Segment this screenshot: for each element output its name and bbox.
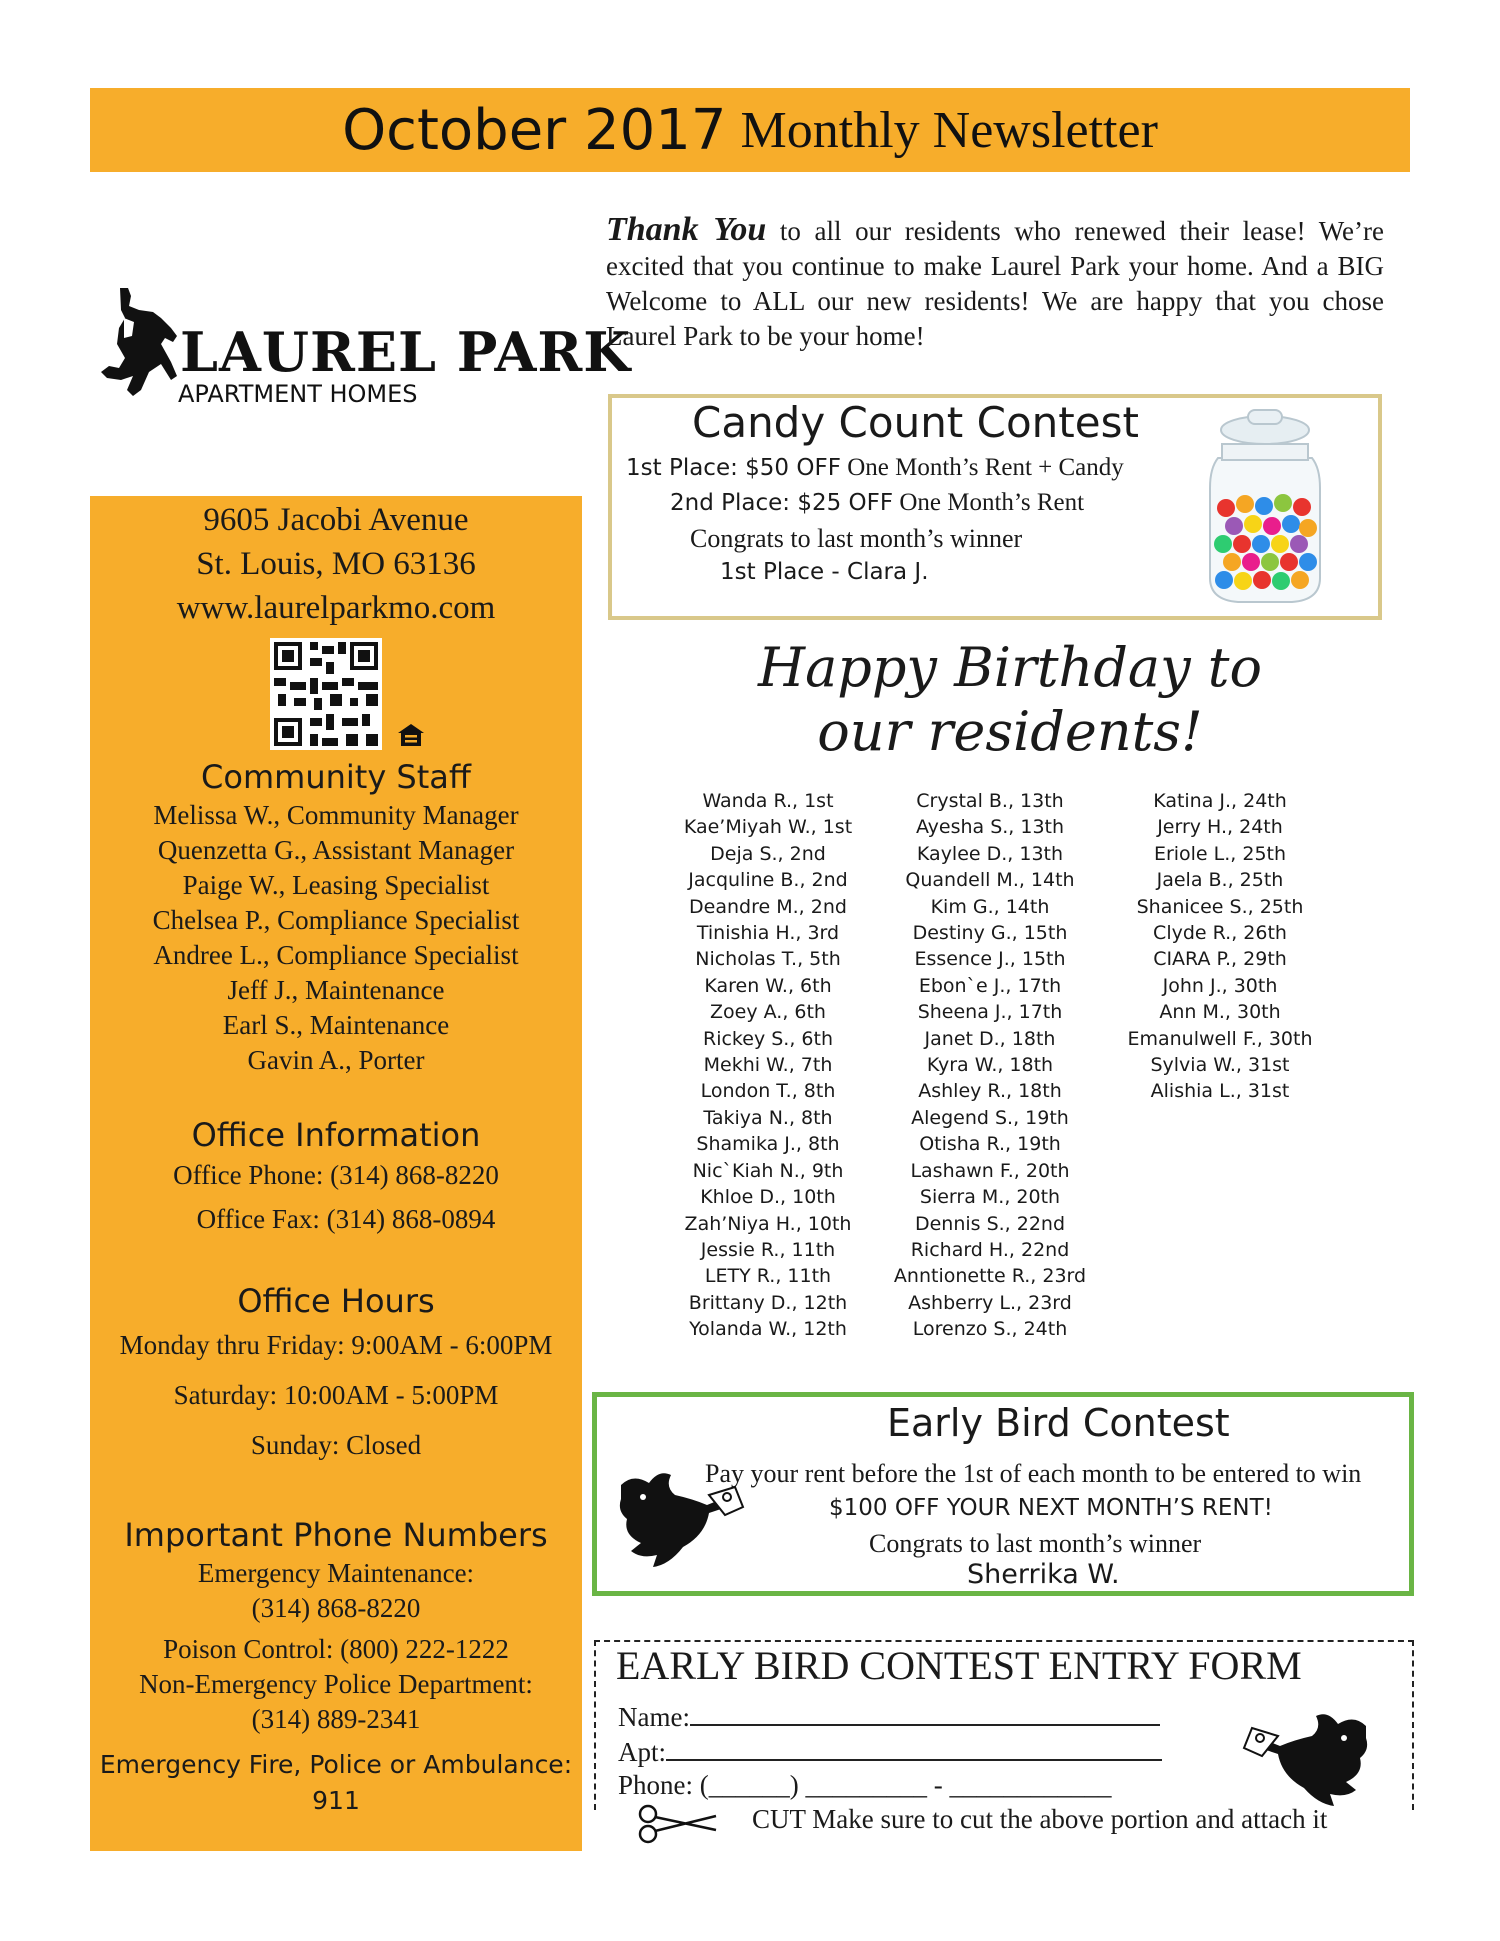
bird-with-key-icon [1216, 1698, 1376, 1808]
apt-field[interactable] [618, 1735, 1162, 1768]
info-sidebar [90, 496, 582, 1851]
birthday-entry: Kae’Miyah W., 1st [683, 816, 853, 839]
birthday-entry: Kim G., 14th [930, 895, 1050, 918]
staff-heading: Community Staff [201, 758, 471, 796]
staff-member: Earl S., Maintenance [222, 1010, 450, 1040]
birthday-title-line2: our residents! [817, 700, 1203, 763]
logo-subtitle: APARTMENT HOMES [178, 380, 418, 408]
police-label: Non-Emergency Police Department: [139, 1669, 533, 1699]
birthday-entry: Emanulwell F., 30th [1127, 1027, 1313, 1050]
police-number: (314) 889-2341 [251, 1704, 421, 1734]
birthday-entry: Katina J., 24th [1153, 790, 1287, 812]
equal-housing-icon [396, 722, 426, 748]
birthday-entry: Yolanda W., 12th [689, 1318, 847, 1341]
birthday-entry: Lashawn F., 20th [910, 1159, 1070, 1182]
office-phone: Office Phone: (314) 868-8220 [173, 1160, 499, 1190]
candy-winner: 1st Place - Clara J. [720, 559, 929, 585]
street-address: 9605 Jacobi Avenue [203, 502, 469, 538]
birthday-entry: Jacquline B., 2nd [688, 869, 848, 892]
early-bird-rule: Pay your rent before the 1st of each month to be entered to win [705, 1459, 1362, 1488]
birthday-entry: Dennis S., 22nd [914, 1212, 1066, 1235]
name-input-line[interactable] [690, 1700, 1160, 1726]
birthday-entry: Alegend S., 19th [911, 1106, 1069, 1129]
birthday-entry: Sheena J., 17th [917, 1001, 1063, 1024]
birthday-title-line1: Happy Birthday to [758, 636, 1262, 699]
header-date: October 2017 [342, 97, 727, 163]
horse-rider-icon [90, 282, 190, 400]
birthday-entry: Deja S., 2nd [710, 842, 826, 865]
candy-title: Candy Count Contest [692, 398, 1139, 447]
office-info-heading: Office Information [191, 1116, 481, 1154]
birthday-entry: Brittany D., 12th [688, 1291, 848, 1314]
birthday-entry: Janet D., 18th [924, 1027, 1056, 1050]
birthday-entry: Nicholas T., 5th [695, 948, 841, 971]
birthday-entry: Ashberry L., 23rd [908, 1291, 1072, 1314]
candy-contest-box [608, 394, 1382, 620]
phone-numbers-heading: Important Phone Numbers [124, 1516, 548, 1554]
staff-member: Gavin A., Porter [247, 1045, 425, 1075]
birthday-entry: Alishia L., 31st [1150, 1080, 1290, 1103]
birthday-entry: Nic`Kiah N., 9th [692, 1159, 844, 1182]
birthday-column-2 [870, 788, 1110, 1343]
birthday-entry: Khloe D., 10th [700, 1186, 836, 1209]
birthday-entry: Eriole L., 25th [1153, 842, 1287, 865]
birthday-entry: Ayesha S., 13th [915, 816, 1065, 839]
birthday-entry: Ebon`e J., 17th [918, 974, 1062, 997]
birthday-entry: Kyra W., 18th [926, 1054, 1054, 1077]
birthday-entry: Zoey A., 6th [710, 1001, 826, 1024]
emergency-maintenance-number: (314) 868-8220 [251, 1593, 421, 1623]
birthday-entry: LETY R., 11th [704, 1265, 832, 1288]
birthday-entry: Wanda R., 1st [702, 790, 834, 812]
emergency-fire-label: Emergency Fire, Police or Ambulance: [99, 1750, 573, 1779]
birthday-entry: Takiya N., 8th [703, 1106, 833, 1129]
birthday-entry: Tinishia H., 3rd [696, 922, 840, 945]
staff-member: Melissa W., Community Manager [153, 800, 519, 830]
first-place-amount: 1st Place: $50 OFF [626, 455, 841, 481]
staff-member: Jeff J., Maintenance [227, 975, 445, 1005]
entry-form-title: EARLY BIRD CONTEST ENTRY FORM [616, 1643, 1302, 1688]
birthday-entry: Jerry H., 24th [1157, 816, 1283, 839]
birthday-entry: CIARA P., 29th [1153, 948, 1287, 971]
newsletter-header [90, 88, 1410, 172]
hours-saturday: Saturday: 10:00AM - 5:00PM [173, 1380, 499, 1410]
birthday-entry: Deandre M., 2nd [689, 895, 847, 918]
staff-member: Andree L., Compliance Specialist [153, 940, 519, 970]
entry-form [594, 1640, 1414, 1810]
logo-name: LAUREL PARK [180, 320, 632, 384]
birthday-entry: Richard H., 22nd [910, 1238, 1070, 1261]
emergency-maintenance-label: Emergency Maintenance: [197, 1558, 475, 1588]
birthday-entry: Rickey S., 6th [703, 1027, 833, 1050]
city-state-zip: St. Louis, MO 63136 [196, 546, 476, 582]
birthday-entry: Clyde R., 26th [1153, 922, 1287, 945]
apt-label: Apt: [618, 1737, 667, 1767]
birthday-entry: Anntionette R., 23rd [893, 1265, 1087, 1288]
hours-weekdays: Monday thru Friday: 9:00AM - 6:00PM [119, 1330, 553, 1360]
birthday-entry: Sierra M., 20th [919, 1186, 1061, 1209]
scissors-icon [636, 1804, 720, 1844]
first-place-prize: One Month’s Rent + Candy [840, 454, 1124, 481]
birthday-entry: Ashley R., 18th [918, 1080, 1062, 1103]
candy-jar-icon [1190, 408, 1340, 608]
staff-member: Paige W., Leasing Specialist [182, 870, 490, 900]
qr-code-icon [270, 638, 382, 750]
early-bird-winner: Sherrika W. [967, 1559, 1120, 1590]
candy-second-place [670, 489, 1084, 517]
birthday-entry: Zah’Niya H., 10th [684, 1212, 852, 1235]
staff-member: Quenzetta G., Assistant Manager [157, 835, 515, 865]
laurel-park-logo [90, 282, 632, 412]
early-bird-title: Early Bird Contest [887, 1401, 1230, 1445]
poison-control: Poison Control: (800) 222-1222 [163, 1634, 509, 1664]
birthday-entry: Shanicee S., 25th [1136, 895, 1304, 918]
birthday-entry: Karen W., 6th [704, 974, 832, 997]
bird-with-key-icon [613, 1455, 753, 1575]
birthday-entry: Sylvia W., 31st [1150, 1054, 1290, 1077]
birthday-entry: Shamika J., 8th [696, 1133, 840, 1156]
birthday-entry: Jaela B., 25th [1156, 869, 1284, 892]
birthday-column-3 [1100, 788, 1340, 1105]
early-bird-box [592, 1392, 1414, 1596]
candy-first-place [626, 454, 1124, 482]
birthday-entry: Lorenzo S., 24th [912, 1318, 1068, 1341]
office-hours-heading: Office Hours [237, 1282, 435, 1320]
intro-paragraph [606, 212, 1384, 354]
apt-input-line[interactable] [666, 1735, 1162, 1761]
phone-field[interactable]: Phone: (______) _________ - ____________ [618, 1770, 1112, 1800]
office-fax: Office Fax: (314) 868-0894 [196, 1204, 496, 1234]
candy-congrats: Congrats to last month’s winner [690, 524, 1023, 553]
birthday-entry: London T., 8th [700, 1080, 836, 1103]
emergency-fire-number: 911 [312, 1786, 360, 1815]
name-field[interactable] [618, 1700, 1160, 1733]
early-bird-prize: $100 OFF YOUR NEXT MONTH’S RENT! [829, 1495, 1273, 1521]
birthday-entry: Otisha R., 19th [919, 1133, 1061, 1156]
cut-instructions: CUT Make sure to cut the above portion and attach it [752, 1804, 1328, 1834]
header-title: Monthly Newsletter [740, 101, 1158, 159]
birthday-entry: Essence J., 15th [914, 948, 1066, 971]
birthday-entry: John J., 30th [1162, 974, 1278, 997]
birthday-title [660, 636, 1360, 764]
birthday-entry: Quandell M., 14th [905, 869, 1075, 892]
second-place-amount: 2nd Place: $25 OFF [670, 490, 894, 516]
birthday-column-1 [648, 788, 888, 1343]
staff-member: Chelsea P., Compliance Specialist [152, 905, 520, 935]
birthday-entry: Mekhi W., 7th [703, 1054, 833, 1077]
birthday-entry: Destiny G., 15th [912, 922, 1068, 945]
birthday-entry: Kaylee D., 13th [916, 842, 1064, 865]
thank-you-text: Thank You [606, 211, 767, 248]
birthday-entry: Crystal B., 13th [916, 790, 1064, 812]
second-place-prize: One Month’s Rent [893, 489, 1085, 516]
name-label: Name: [618, 1702, 690, 1732]
intro-text: to all our residents who renewed their lease! We’re excited that you continue to make Laurel Park your home. And a BIG Welcome to ALL our new residents! We are happy that you chose Laurel Park to be your home! [606, 216, 1384, 351]
website-link[interactable]: www.laurelparkmo.com [176, 590, 496, 626]
hours-sunday: Sunday: Closed [250, 1430, 422, 1460]
birthday-entry: Jessie R., 11th [700, 1238, 836, 1261]
birthday-entry: Ann M., 30th [1159, 1001, 1281, 1024]
early-bird-congrats: Congrats to last month’s winner [869, 1529, 1202, 1558]
